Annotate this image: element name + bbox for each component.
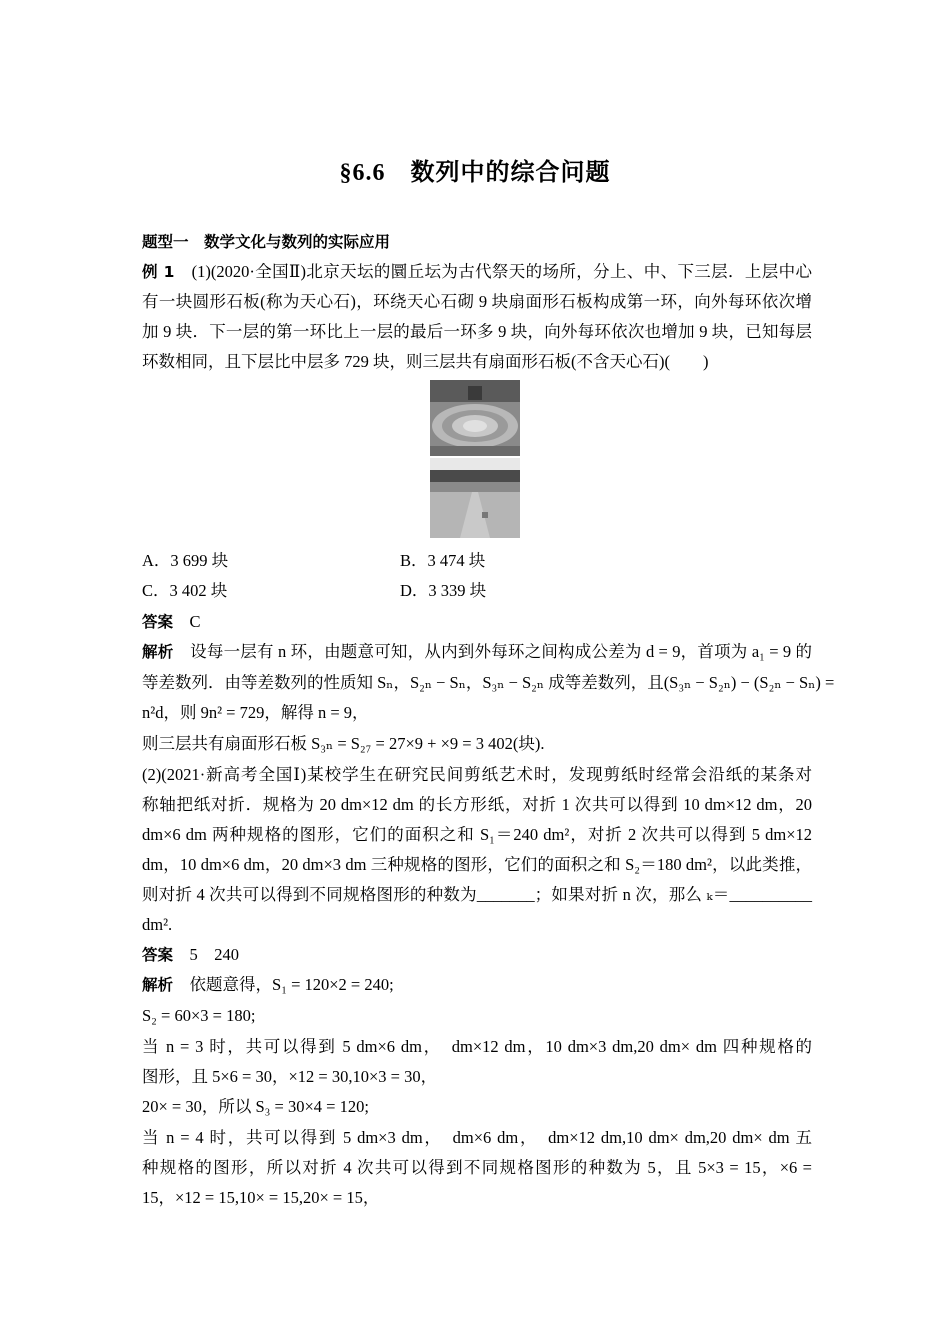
part2-line-5: 则对折 4 次共可以得到不同规格图形的种数为_______；如果对折 n 次，那么 ₖ＝__________ [142,885,812,904]
example1-answer: 答案 C [142,612,201,631]
example1-analysis-line-3: n²d，则 9n² = 729，解得 n = 9， [142,703,369,722]
section-heading: 题型一 数学文化与数列的实际应用 [142,233,391,251]
part2-line-2: 称轴把纸对折．规格为 20 dm×12 dm 的长方形纸，对折 1 次共可以得到 10 dm×12 dm，20 [142,795,812,814]
part2-analysis-line-6: 当 n = 4 时，共可以得到 5 dm×3 dm， dm×6 dm， dm×12 dm,10 dm× dm,20 dm× dm 五 [142,1128,812,1147]
example1-analysis-line-2: 等差数列．由等差数列的性质知 Sₙ，S₂ₙ − Sₙ，S₃ₙ − S₂ₙ 成等差数列，且(S₃ₙ − S₂ₙ) − (S₂ₙ − Sₙ) = [142,673,835,692]
part2-analysis-line-5: 20× = 30，所以 S₃ = 30×4 = 120; [142,1097,369,1116]
part2-analysis-line-4: 图形，且 5×6 = 30，×12 = 30,10×3 = 30， [142,1067,438,1086]
example1-line-1: 例 1 (1)(2020·全国Ⅱ)北京天坛的圜丘坛为古代祭天的场所，分上、中、下三层．上层中心 [142,262,812,281]
altar-ground-photo [430,458,520,538]
option-c: C．3 402 块 [142,581,228,600]
example1-analysis-line-1: 解析 设每一层有 n 环，由题意可知，从内到外每环之间构成公差为 d = 9，首项为 a₁ = 9 的 [142,642,812,661]
page-title: §6.6 数列中的综合问题 [339,160,611,186]
example1-analysis-line-4: 则三层共有扇面形石板 S₃ₙ = S₂₇ = 27×9 + ×9 = 3 402(块). [142,734,545,753]
altar-aerial-photo [430,380,520,456]
part2-analysis-line-8: 15，×12 = 15,10× = 15,20× = 15， [142,1188,380,1207]
part2-analysis-line-2: S₂ = 60×3 = 180; [142,1006,256,1025]
part2-answer: 答案 5 240 [142,945,240,964]
part2-line-3: dm×6 dm 两种规格的图形，它们的面积之和 S₁＝240 dm²，对折 2 次共可以得到 5 dm×12 [142,825,812,844]
example1-line-3: 加 9 块．下一层的第一环比上一层的最后一环多 9 块，向外每环依次也增加 9 块，已知每层 [142,322,812,341]
example1-line-4: 环数相同，且下层比中层多 729 块，则三层共有扇面形石板(不含天心石)( ) [142,352,709,371]
option-a: A．3 699 块 [142,551,229,570]
part2-line-6: dm². [142,915,173,934]
part2-line-4: dm，10 dm×6 dm，20 dm×3 dm 三种规格的图形，它们的面积之和 S₂＝180 dm²，以此类推， [142,855,812,874]
example1-line-2: 有一块圆形石板(称为天心石)，环绕天心石砌 9 块扇面形石板构成第一环，向外每环依次增 [142,292,812,311]
part2-analysis-line-3: 当 n = 3 时，共可以得到 5 dm×6 dm， dm×12 dm，10 dm×3 dm,20 dm× dm 四种规格的 [142,1037,812,1056]
part2-analysis-line-7: 种规格的图形，所以对折 4 次共可以得到不同规格图形的种数为 5，且 5×3 = 15，×6 = [142,1158,812,1177]
example1-label: 例 1 [142,263,175,281]
part2-analysis-line-1: 解析 依题意得，S₁ = 120×2 = 240; [142,975,394,994]
option-b: B．3 474 块 [400,551,486,570]
option-d: D．3 339 块 [400,581,487,600]
part2-line-1: (2)(2021·新高考全国Ⅰ)某校学生在研究民间剪纸艺术时，发现剪纸时经常会沿纸的某条对 [142,765,812,784]
